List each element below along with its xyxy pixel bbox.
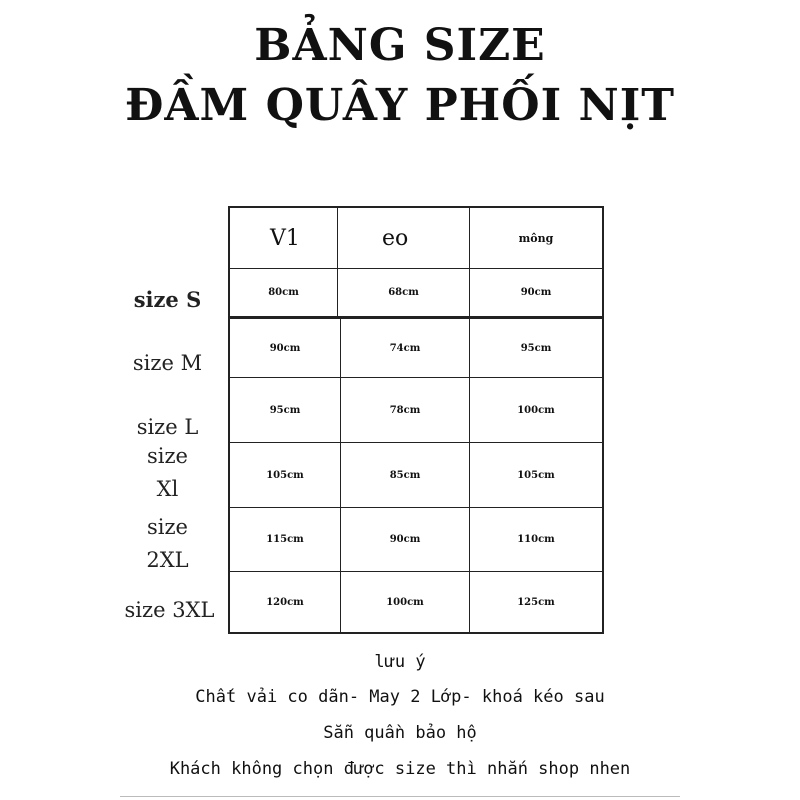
- table-cell: 100cm: [517, 404, 555, 416]
- row-label-size-3xl: size 3XL: [124, 598, 215, 622]
- row-label-size-xl-line-2: Xl: [156, 477, 179, 501]
- bottom-divider: [120, 796, 680, 797]
- table-cell: 95cm: [269, 404, 301, 416]
- table-cell: 115cm: [266, 534, 304, 545]
- table-cell: 80cm: [268, 287, 299, 298]
- table-cell: 85cm: [389, 469, 421, 481]
- page-title-line-2: ĐẦM QUÂY PHỐI NỊT: [124, 80, 676, 131]
- row-label-size-2xl-line-1: size: [147, 515, 188, 539]
- note-line-1: Chất vải co dãn- May 2 Lớp- khoá kéo sau: [195, 687, 605, 707]
- note-line-2: Sẵn quần bảo hộ: [323, 723, 477, 743]
- table-cell: 105cm: [266, 469, 304, 481]
- table-cell: 100cm: [386, 596, 424, 608]
- note-line-3: Khách không chọn được size thì nhắn shop nhen: [169, 759, 631, 779]
- table-header-eo: eo: [382, 225, 409, 251]
- row-label-size-l: size L: [136, 415, 199, 439]
- note-heading: lưu ý: [374, 652, 426, 672]
- table-cell: 90cm: [389, 534, 421, 545]
- table-cell: 95cm: [520, 342, 552, 354]
- table-header-v1: V1: [270, 225, 300, 251]
- table-cell: 105cm: [517, 469, 555, 481]
- table-header-mong: mông: [518, 231, 554, 245]
- row-label-size-xl-line-1: size: [147, 444, 188, 468]
- table-cell: 120cm: [266, 596, 304, 608]
- table-border-bottom: [228, 632, 604, 634]
- table-border-right: [602, 206, 604, 634]
- page-title-line-1: BẢNG SIZE: [254, 20, 546, 71]
- row-label-size-s: size S: [133, 287, 202, 312]
- table-cell: 110cm: [517, 534, 555, 545]
- table-cell: 78cm: [389, 404, 421, 416]
- table-cell: 90cm: [269, 342, 301, 354]
- table-cell: 90cm: [520, 287, 552, 298]
- table-cell: 74cm: [389, 342, 421, 354]
- row-label-size-m: size M: [132, 351, 203, 375]
- table-cell: 68cm: [388, 287, 419, 298]
- row-label-size-2xl-line-2: 2XL: [146, 548, 189, 572]
- table-cell: 125cm: [517, 596, 555, 608]
